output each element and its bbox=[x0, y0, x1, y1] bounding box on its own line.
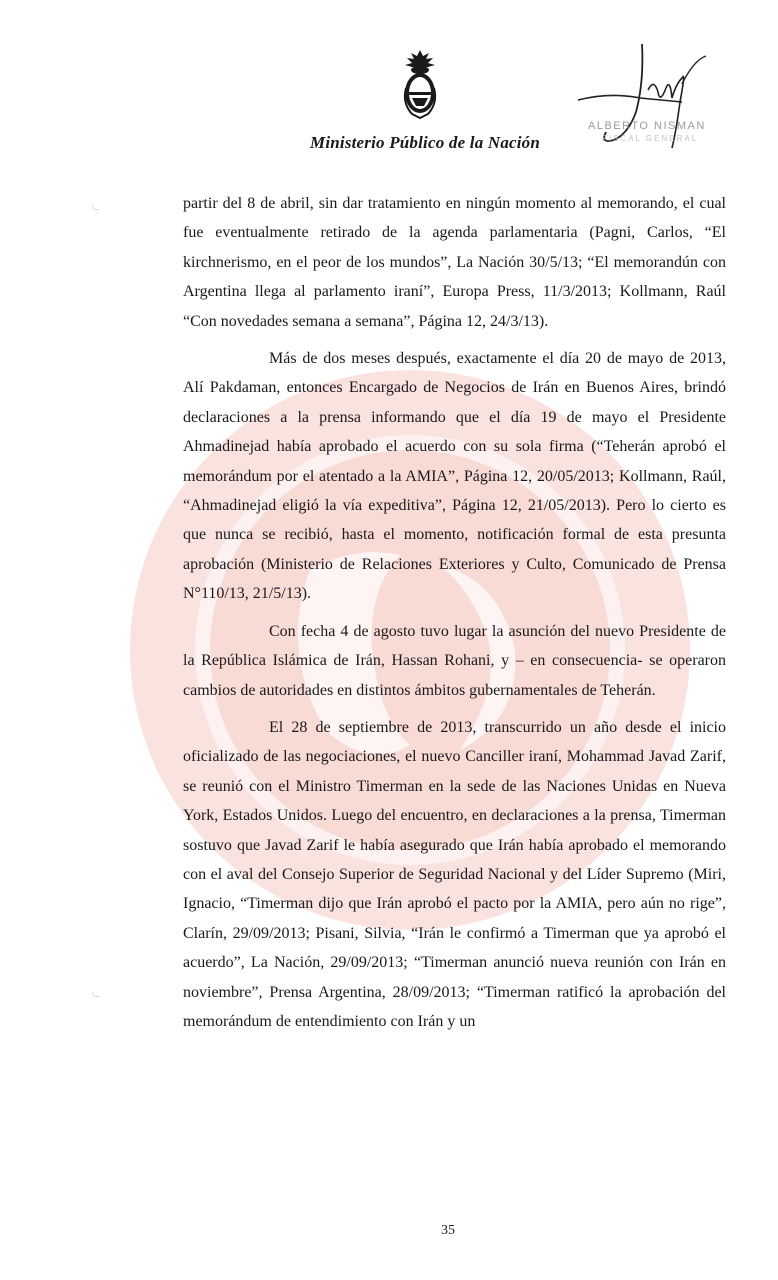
paragraph: Con fecha 4 de agosto tuvo lugar la asunción del nuevo Presidente de la República Islámica de Irán, Hassan Rohani, y – en consecuencia- se operaron cambios de autoridades en distintos ámbitos gubernamentales de Teherán. bbox=[183, 622, 726, 699]
paragraph: El 28 de septiembre de 2013, transcurrido un año desde el inicio oficializado de las negociaciones, el nuevo Canciller iraní, Mohammad Javad Zarif, se reunió con el Ministro Timerman en la sede de las Naciones Unidas en Nueva York, Estados Unidos. Luego del encuentro, en declaraciones a la prensa, Timerman sostuvo que Javad Zarif le había asegurado que Irán había aprobado el memorando con el aval del Consejo Superior de Seguridad Nacional y del Líder Supremo (Miri, Ignacio, “Timerman dijo que Irán aprobó el pacto por la AMIA, pero aún no rige”, Clarín, 29/09/2013; Pisani, Silvia, “Irán le confirmó a Timerman que ya aprobó el acuerdo”, La Nación, 29/09/2013; “Timerman anunció nueva reunión con Irán en noviembre”, Prensa Argentina, 28/09/2013; “Timerman ratificó la aprobación del memorándum de entendimiento con Irán y un bbox=[183, 718, 726, 1030]
margin-mark bbox=[92, 992, 99, 997]
signature-stamp-title: FISCAL GENERAL bbox=[602, 134, 699, 143]
document-body bbox=[183, 189, 726, 1044]
paragraph: Más de dos meses después, exactamente el día 20 de mayo de 2013, Alí Pakdaman, entonces Encargado de Negocios de Irán en Buenos Aires, brindó declaraciones a la prensa informando que el día 19 de mayo el Presidente Ahmadinejad había aprobado el acuerdo con su sola firma (“Teherán aprobó el memorándum por el atentado a la AMIA”, Página 12, 20/05/2013; Kollmann, Raúl, “Ahmadinejad eligió la vía expeditiva”, Página 12, 21/05/2013). Pero lo cierto es que nunca se recibió, hasta el momento, notificación formal de esta presunta aprobación (Ministerio de Relaciones Exteriores y Culto, Comunicado de Prensa N°110/13, 21/5/13). bbox=[183, 350, 726, 603]
paragraph-continuation: partir del 8 de abril, sin dar tratamiento en ningún momento al memorando, el cual fue eventualmente retirado de la agenda parlamentaria (Pagni, Carlos, “El kirchnerismo, en el peor de los mundos”, La Nación 30/5/13; “El memorandún con Argentina llega al parlamento iraní”, Europa Press, 11/3/2013; Kollmann, Raúl “Con novedades semana a semana”, Página 12, 24/3/13). bbox=[183, 195, 726, 330]
margin-mark bbox=[92, 205, 99, 210]
signature-stamp-name: ALBERTO NISMAN bbox=[588, 120, 706, 132]
coat-of-arms-icon bbox=[398, 48, 442, 120]
ministry-heading: Ministerio Público de la Nación bbox=[310, 133, 541, 152]
page-number: 35 bbox=[441, 1223, 455, 1238]
